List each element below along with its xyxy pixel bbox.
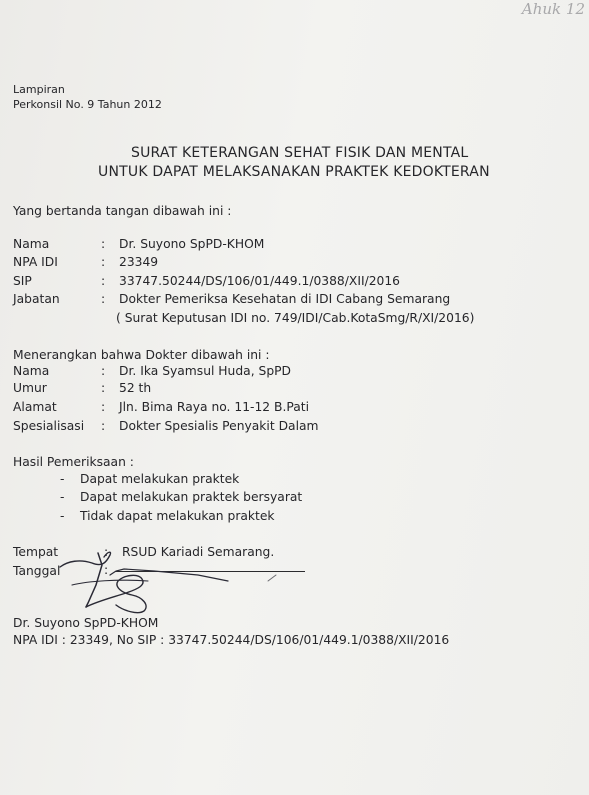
colon: : [101,274,106,288]
subject-age-value: 52 th [119,381,152,395]
subject-address-label: Alamat [13,400,57,414]
signer-footer-ids: NPA IDI : 23349, No SIP : 33747.50244/DS/106/01/449.1/0388/XII/2016 [13,633,450,647]
colon: : [101,419,106,433]
signer-position-decree: ( Surat Keputusan IDI no. 749/IDI/Cab.KotaSmg/R/XI/2016) [116,311,475,325]
signer-footer-name: Dr. Suyono SpPD-KHOM [13,616,159,630]
signature [58,545,288,623]
date-label: Tanggal [13,564,61,578]
subject-name-label: Nama [13,364,50,378]
lampiran-label: Lampiran [13,83,65,96]
signer-name-label: Nama [13,237,50,251]
colon: : [104,545,109,559]
colon: : [104,563,109,577]
colon: : [101,364,106,378]
signer-name-value: Dr. Suyono SpPD-KHOM [119,237,265,251]
list-bullet: - [60,490,65,504]
colon: : [101,255,106,269]
signer-position-value: Dokter Pemeriksa Kesehatan di IDI Cabang Semarang [119,292,451,306]
result-option: Dapat melakukan praktek bersyarat [80,490,303,504]
subject-name-value: Dr. Ika Syamsul Huda, SpPD [119,364,292,378]
subject-specialty-value: Dokter Spesialis Penyakit Dalam [119,419,319,433]
list-bullet: - [60,472,65,486]
result-option: Tidak dapat melakukan praktek [80,509,275,523]
intro-text: Yang bertanda tangan dibawah ini : [13,204,232,218]
signer-npa-label: NPA IDI [13,255,58,269]
regulation-reference: Perkonsil No. 9 Tahun 2012 [13,98,162,111]
subject-specialty-label: Spesialisasi [13,419,85,433]
colon: : [101,400,106,414]
colon: : [101,381,106,395]
signer-sip-label: SIP [13,274,32,288]
subject-address-value: Jln. Bima Raya no. 11-12 B.Pati [119,400,310,414]
result-option: Dapat melakukan praktek [80,472,240,486]
results-label: Hasil Pemeriksaan : [13,455,134,469]
place-value: RSUD Kariadi Semarang. [122,545,275,559]
signer-npa-value: 23349 [119,255,159,269]
signer-position-label: Jabatan [13,292,60,306]
colon: : [101,292,106,306]
statement-text: Menerangkan bahwa Dokter dibawah ini : [13,348,270,362]
corner-handwritten-note: Ahuk 12 [521,0,585,18]
list-bullet: - [60,509,65,523]
colon: : [101,237,106,251]
subject-age-label: Umur [13,381,47,395]
place-label: Tempat [13,545,59,559]
document-title-line2: UNTUK DAPAT MELAKSANAKAN PRAKTEK KEDOKTERAN [98,164,490,180]
signer-sip-value: 33747.50244/DS/106/01/449.1/0388/XII/2016 [119,274,401,288]
document-title-line1: SURAT KETERANGAN SEHAT FISIK DAN MENTAL [131,145,469,161]
